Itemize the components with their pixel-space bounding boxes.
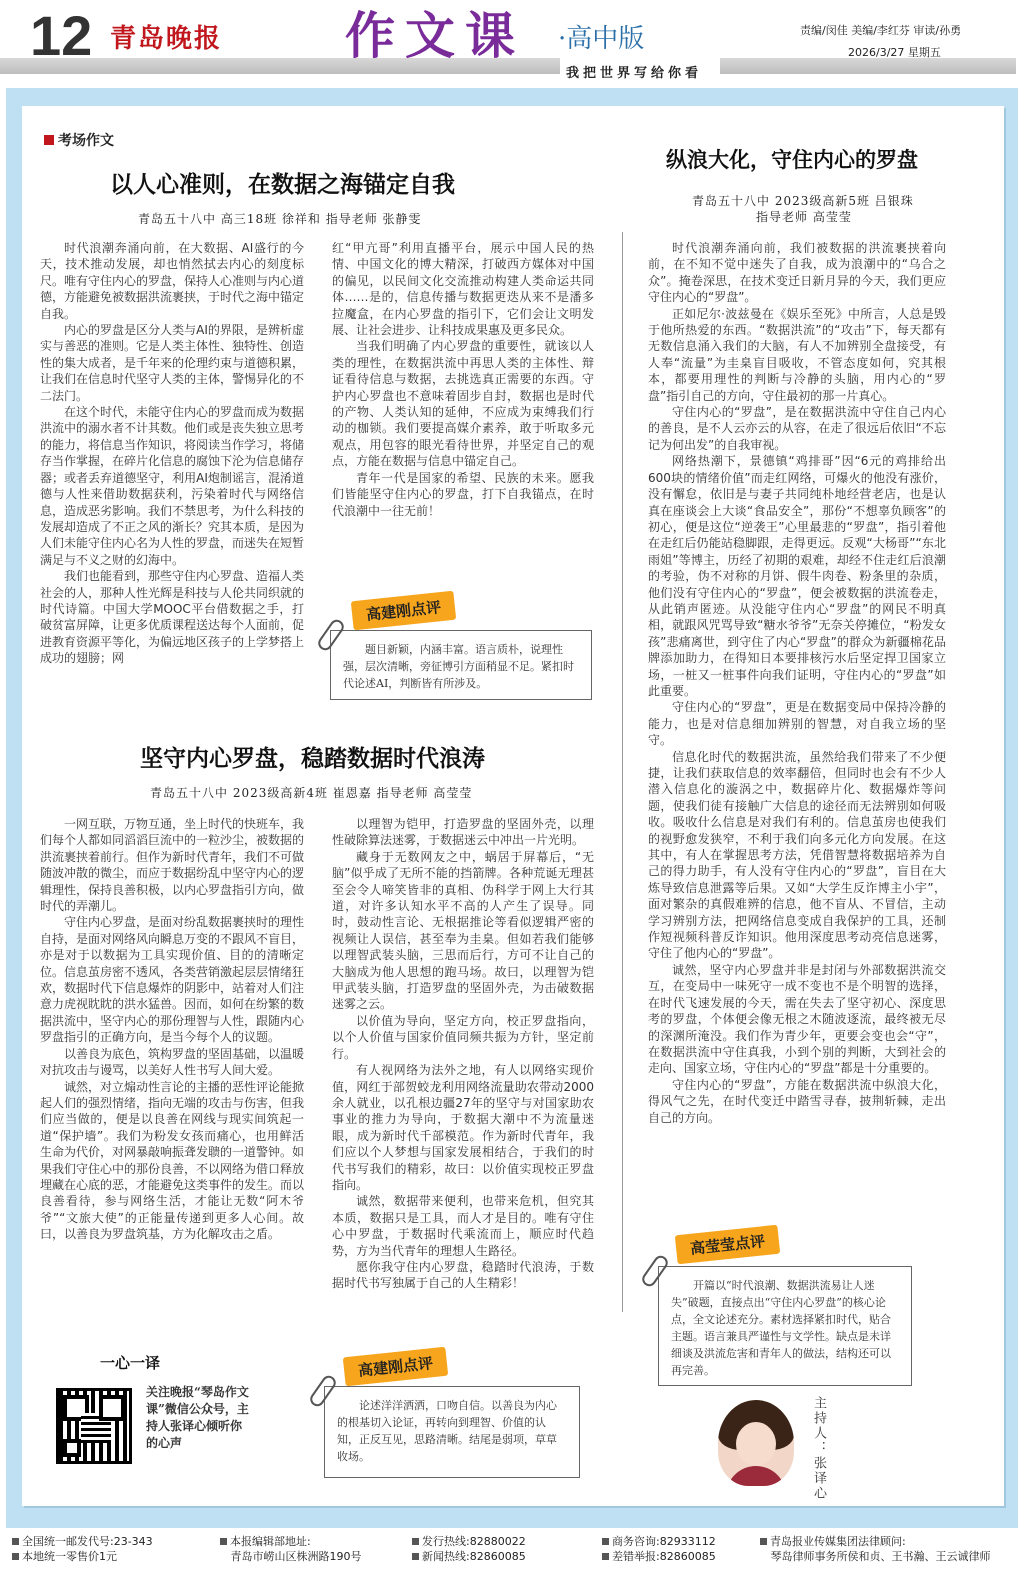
section-tag xyxy=(44,130,114,150)
essay1-column-2 xyxy=(332,240,594,572)
paragraph: 信息化时代的数据洪流，虽然给我们带来了不少便捷，让我们获取信息的效率翻倍，但同时也会有不少人潜入信息化的漩涡之中，数据碎片化、数据爆炸等问题，使我们徒有接触广大信息的途径而无法辨别如何吸收。吸收什么信息是对我们有利的。信息茧房也使我们的视野愈发狭窄，不利于我们向多元化方向发展。在这其中，有人在掌握思考方法，凭借智慧将数据培养为自己的得力助手，有人没有守住内心的“罗盘”，盲目在大炼导致信息泄露等后果。又如“大学生反诈博主小宇”，面对繁杂的真假难辨的信息，他不盲从、不冒信，主动学习辨别方法，把网络信息变成自我保护的工具，还制作短视频科普反诈知识。他用深度思考动亮信息迷雾，守住了他内心的“罗盘”。 xyxy=(648,749,946,961)
paragraph: 以理智为铠甲，打造罗盘的坚固外壳，以理性破除算法迷雾，于数据迷云中冲出一片光明。 xyxy=(332,817,594,848)
paragraph: 时代浪潮奔涌向前，我们被数据的洪流裹挟着向前，在不知不觉中迷失了自我，成为浪潮中的“乌合之众”。掩卷深思，在技术变迁日新月异的今天，我们更应守住内心的“罗盘”。 xyxy=(648,241,946,305)
column-divider xyxy=(622,232,623,1312)
essay2-column-1 xyxy=(40,816,304,1316)
essay3-column xyxy=(648,240,946,1206)
footer-text: 全国统一邮发代号:23-343 xyxy=(22,1535,153,1548)
edition-label: ·高中版 xyxy=(558,24,645,54)
footer xyxy=(0,1534,1024,1572)
newspaper-masthead: 青岛晚报 xyxy=(110,24,223,54)
paragraph: 诚然，数据带来便利，也带来危机，但究其本质，数据只是工具，而人才是目的。唯有守住心中罗盘，于数据时代乘流而上，顺应时代趋势，方为当代青年的理想人生路径。 xyxy=(332,1194,594,1258)
paragraph: 以价值为导向，坚定方向，校正罗盘指向，以个人价值与国家价值同频共振为方针，坚定前行。 xyxy=(332,1013,594,1061)
footer-text: 青岛报业传媒集团法律顾问: xyxy=(770,1535,906,1548)
footer-text: 青岛市崂山区株洲路190号 xyxy=(230,1550,362,1563)
essay3-title: 纵浪大化，守住内心的罗盘 xyxy=(666,147,918,172)
paragraph: 网络热潮下，景德镇“鸡排哥”因“6元的鸡排给出600块的情绪价值”而走红网络，可爆火的他没有涨价，没有懈怠，依旧是与妻子共同纯朴地经营老店，也是认真在座谈会上大谈“食品安全”，那份“不想辜负顾客”的初心，便是这位“逆袭王”心里最悲的“罗盘”，指引着他在走红后仍能站稳脚跟，走得更远。反观“大杨哥”“东北雨姐”等博主，历经了初期的艰难，却经不住走红后浪潮的考验，伪不对称的月饼、假牛肉卷、粉条里的杂质，他们没有守住内心的“罗盘”，便会被数据的洪流卷走，从此销声匿迹。从没能守住内心“罗盘”的网民不明真相，就跟风咒骂导致“糖水爷爷”无奈关停摊位，“粉发女孩”悲痛离世，到守住了内心“罗盘”的群众为新疆棉花品牌添加助力，在得知日本要排核污水后坚定捍卫国家立场，一桩又一桩事件向我们证明，守住内心的“罗盘”如此重要。 xyxy=(648,454,946,698)
header-rule-right xyxy=(720,58,1016,74)
paragraph: 守住内心罗盘，是面对纷乱数据裹挟时的理性自持，是面对网络风向瞬息万变的不跟风不盲目，亦是对于以数据为工具实现价值、目的的清晰定位。信息茧房密不透风，各类营销激起层层情绪狂欢，数据时代下信息爆炸的阴影中，站着对人们注意力虎视眈眈的洪水猛兽。因而，如何在纷繁的数据洪流中，坚守内心的那份理智与人性，跟随内心罗盘指引的正确方向，是当今每个人的议题。 xyxy=(40,915,304,1045)
paragraph: 我们也能看到，那些守住内心罗盘、造福人类社会的人，那种人性光辉是科技与人伦共同织就的时代诗篇。中国大学MOOC平台借数据之手，打破贫富屏障，让更多优质课程送达每个人面前，促进教育资源平等化，为偏远地区孩子的上学梦搭上成功的翅膀；网 xyxy=(40,569,304,666)
essay3-byline-teacher: 指导老师 高莹莹 xyxy=(756,210,852,224)
paragraph: 在这个时代，未能守住内心的罗盘而成为数据洪流中的溺水者不计其数。他们或是丧失独立思考的能力，将信息当作知识，将阅读当作学习，将储存当作掌握，在碎片化信息的腐蚀下沦为信息储存器；或者丢弃道德坚守，利用AI炮制谣言，混淆道德与人性来借助数据获利，污染着时代与网络信息，造成恶劣影响。我们不禁思考，为什么科技的发展却造成了不正之风的渐长？究其本质，是因为人们未能守住内心名为人性的罗盘，而迷失在短暂满足与不义之财的幻海中。 xyxy=(40,405,304,567)
essay2-comment: 论述洋洋洒洒，口吻自信。以善良为内心的根基切入论证，再转向到理智、价值的认知，正反互见，思路清晰。结尾是弱项，草草收场。 xyxy=(324,1386,580,1478)
footer-text: 琴岛律师事务所侯和贞、王书瀚、王云诚律师 xyxy=(770,1550,991,1563)
footer-text: 差错举报:82860085 xyxy=(612,1550,716,1563)
essay1-byline: 青岛五十八中 高三18班 徐祥和 指导老师 张静雯 xyxy=(138,212,422,226)
qr-code-icon xyxy=(56,1388,132,1464)
footer-text: 商务咨询:82933112 xyxy=(612,1535,716,1548)
paragraph: 藏身于无数网友之中，蜗居于屏幕后，“无脑”似乎成了无所不能的挡箭牌。各种荒诞无理甚至会令人啼笑皆非的真相、伪科学于网上大行其道，对许多认知水平不高的人产生了误导。同时，鼓动性言论、无根据推论等看似逻辑严密的视频让人误信，甚至奉为圭臬。但如若我们能够以理智武装头脑，三思而后行，方可不让自己的大脑成为他人思想的跑马场。故曰，以理智为铠甲武装头脑，打造罗盘的坚固外壳，为击破数据迷雾之云。 xyxy=(332,849,594,1012)
section-tag-label: 考场作文 xyxy=(58,133,114,149)
paragraph: 守住内心的“罗盘”，是在数据洪流中守住自己内心的善良，是不人云亦云的从容，在走了很远后依旧“不忘记为何出发”的自我审视。 xyxy=(648,405,946,452)
footer-cell xyxy=(602,1534,716,1564)
footer-text: 新闻热线:82860085 xyxy=(422,1550,526,1563)
footer-cell xyxy=(760,1534,991,1564)
paragraph: 诚然，坚守内心罗盘并非是封闭与外部数据洪流交互，在变局中一味死守一成不变也不是个明智的选择，在时代飞速发展的今天，需在失去了坚守初心、深度思考的罗盘，个体便会像无根之木随波逐流，最终被无尽的深渊所淹没。我们作为青少年，更要会变也会“守”，在数据洪流中守住真我，小到个别的判断，大到社会的走向、国家立场，守住内心的“罗盘”都是十分重要的。 xyxy=(648,962,946,1076)
paragraph: 守住内心的“罗盘”，更是在数据变局中保持冷静的能力，也是对信息细加辨别的智慧，对自我立场的坚守。 xyxy=(648,700,946,748)
essay2-title: 坚守内心罗盘，稳踏数据时代浪涛 xyxy=(140,745,485,772)
footer-cell xyxy=(12,1534,153,1564)
essay3-comment-badge: 高莹莹点评 xyxy=(675,1225,780,1265)
promo-title: 一心一译 xyxy=(100,1354,161,1372)
essay1-title: 以人心准则，在数据之海锚定自我 xyxy=(110,171,455,198)
paragraph: 一网互联，万物互通，坐上时代的快班车，我们每个人都如同滔滔巨流中的一粒沙尘，被数据的洪流裹挟着前行。但作为新时代青年，我们不可做随波冲散的微尘，而应于数据纷乱中坚守内心的逻辑理性，保持良善积极，以内心罗盘指引方向，做时代的弄潮儿。 xyxy=(40,817,304,914)
essay2-comment-badge: 高建刚点评 xyxy=(343,1347,448,1387)
essay2-byline: 青岛五十八中 2023级高新4班 崔恩嘉 指导老师 高莹莹 xyxy=(150,786,473,800)
paragraph: 时代浪潮奔涌向前，在大数据、AI盛行的今天，技术推动发展，却也悄然拭去内心的刻度标尺。唯有守住内心的罗盘，保持人心准则与内心道德，方能避免被数据洪流裹挟，于时代之海中锚定自我。 xyxy=(40,241,304,321)
footer-cell xyxy=(220,1534,362,1564)
paragraph: 当我们明确了内心罗盘的重要性，就该以人类的理性，在数据洪流中再思人类的主体性、辩证看待信息与数据，去挑选真正需要的东西。守护内心罗盘也不意味着固步自封，数据也是时代的产物、人类认知的延伸，不应成为束缚我们行动的枷锁。我们要提高媒介素养，敢于听取多元观点，用包容的眼光看待世界，并坚定自己的观点，方能在数据与信息中锚定自己。 xyxy=(332,339,594,469)
essay1-comment: 题目新颖，内涵丰富。语言质朴，说理性强，层次清晰，旁征博引方面稍显不足。紧扣时代论述AI，判断皆有所涉及。 xyxy=(330,630,592,700)
page-number: 12 xyxy=(30,4,93,67)
section-title: 作文课 xyxy=(345,6,525,65)
paragraph: 内心的罗盘是区分人类与AI的界限，是辨析虚实与善恶的准则。它是人类主体性、独特性、创造性的集大成者，是千年来的伦理约束与道德积累，让我们在信息时代坚守人类的主体，警惕异化的不二法门。 xyxy=(40,323,304,403)
paragraph: 愿你我守住内心罗盘，稳踏时代浪涛，于数据时代书写独属于自己的人生精彩！ xyxy=(332,1259,594,1291)
footer-text: 发行热线:82880022 xyxy=(422,1535,526,1548)
footer-text: 本报编辑部地址: xyxy=(230,1535,311,1548)
host-avatar xyxy=(718,1400,794,1486)
essay1-column-1 xyxy=(40,240,304,708)
paragraph: 诚然，对立煽动性言论的主播的恶性评论能掀起人们的强烈情绪，指向无端的攻击与伤害，但我们应当做的，便是以良善在网线与现实间筑起一道“保护墙”。我们为粉发女孩而痛心，也用鲜活生命为代价，对网暴敲响振聋发聩的一道警钟。如果我们守住心中的那份良善，不以网络为借口释放埋藏在心底的恶，才能避免这类事件的发生。而以良善看待，参与网络生活，才能让无数“阿木爷爷”“文旅大使”的正能量传递到更多人心间。故曰，以善良为罗盘筑基，方为化解攻击之盾。 xyxy=(40,1079,304,1242)
footer-cell xyxy=(412,1534,526,1564)
paragraph: 有人视网络为法外之地，有人以网络实现价值，网红于部贺蛟龙利用网络流量助农带动2000余人就业，以孔根边疆27年的坚守与对国家助农事业的推力为导向，于数据大潮中不为流量迷眼，成为新时代千部模范。作为新时代青年，我们应以个人梦想与国家发展相结合，于我们的时代书写我们的精彩，故曰：以价值实现校正罗盘指向。 xyxy=(332,1063,594,1192)
editors-credit: 责编/闵佳 美编/李红芬 审读/孙勇 xyxy=(800,24,962,37)
slogan: 我把世界写给你看 xyxy=(566,66,703,81)
essay3-comment: 开篇以“时代浪潮、数据洪流易让人迷失”破题，直接点出“守住内心罗盘”的核心论点，全文论述充分。素材选择紧扣时代，贴合主题。语言兼具严谨性与文学性。缺点是未详细谈及洪流危害和青年人的做法，结构还可以再完善。 xyxy=(658,1266,912,1386)
essay3-byline: 青岛五十八中 2023级高新5班 吕银珠 xyxy=(692,194,914,208)
paragraph: 青年一代是国家的希望、民族的未来。愿我们皆能坚守住内心的罗盘，打下自我锚点，在时代浪潮中一往无前！ xyxy=(332,470,594,518)
essay2-column-2 xyxy=(332,816,594,1316)
issue-date: 2026/3/27 星期五 xyxy=(848,46,941,59)
footer-text: 本地统一零售价1元 xyxy=(22,1550,117,1563)
essay1-comment-badge: 高建刚点评 xyxy=(351,591,456,631)
promo-text: 关注晚报“琴岛作文课”微信公众号，主持人张译心倾听你的心声 xyxy=(146,1385,249,1450)
paragraph: 守住内心的“罗盘”，方能在数据洪流中纵浪大化，得风气之先，在时代变迁中踏雪寻春，披荆斩棘，走出自己的方向。 xyxy=(648,1077,946,1125)
paragraph: 以善良为底色，筑构罗盘的坚固基础，以温暖对抗攻击与谩骂，以美好人性书写人间大爱。 xyxy=(40,1046,304,1078)
host-label: 主持人：张译心 xyxy=(811,1396,826,1501)
paragraph: 正如尼尔·波兹曼在《娱乐至死》中所言，人总是毁于他所热爱的东西。“数据洪流”的“攻击”下，每天都有无数信息涌入我们的大脑，有人不加辨别全盘接受，有人奉“流量”为圭臬盲目吸收，不管态度如何，究其根本，都要用理性的判断与冷静的头脑，用内心的“罗盘”指引自己的方向，守住最初的那一片真心。 xyxy=(648,306,946,403)
paragraph: 红“甲亢哥”利用直播平台，展示中国人民的热情、中国文化的博大精深，打破西方媒体对中国的偏见，以民间文化交流推动构建人类命运共同体……是的，信息传播与数据更迭从来不是潘多拉魔盒，在内心罗盘的指引下，它们会让文明发展、让社会进步、让科技成果惠及更多民众。 xyxy=(332,241,594,338)
